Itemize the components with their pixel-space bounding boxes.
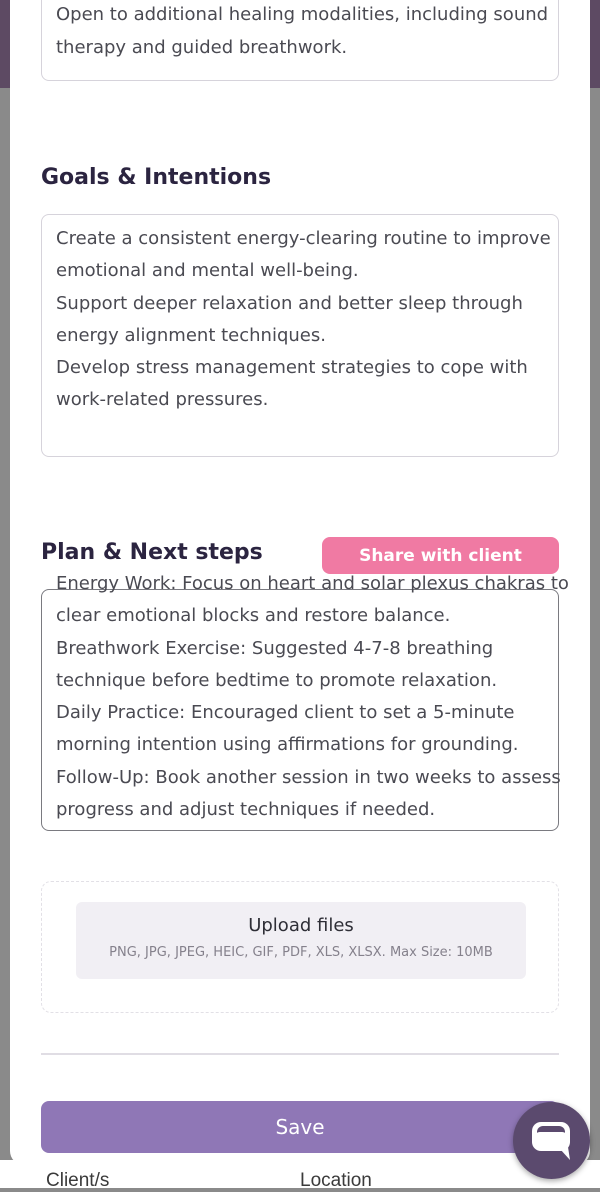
plan-section-title: Plan & Next steps: [41, 540, 263, 565]
goals-textarea[interactable]: [41, 214, 559, 457]
plan-textarea[interactable]: [41, 573, 569, 831]
goals-line: work-related pressures.: [56, 389, 269, 411]
plan-line: Follow-Up: Book another session in two weeks to assess: [56, 766, 561, 788]
notes-line: Open to additional healing modalities, including sound: [56, 4, 549, 26]
plan-line: technique before bedtime to promote relaxation.: [56, 669, 498, 691]
file-dropzone[interactable]: [41, 881, 559, 1013]
plan-line: Energy Work: Focus on heart and solar plexus chakras to: [56, 573, 569, 594]
divider: [41, 1053, 559, 1055]
goals-line: Create a consistent energy-clearing routine to improve: [56, 228, 551, 249]
goals-section-title: Goals & Intentions: [41, 165, 272, 190]
session-notes-modal: [10, 0, 590, 1165]
upload-files-button[interactable]: [76, 902, 526, 979]
location-label: Location: [300, 1170, 372, 1191]
chat-bubble-icon: [530, 1120, 574, 1162]
plan-line: clear emotional blocks and restore balance.: [56, 605, 451, 627]
upload-title: Upload files: [248, 915, 354, 936]
plan-line: Breathwork Exercise: Suggested 4-7-8 breathing: [56, 637, 494, 659]
upload-hint: PNG, JPG, JPEG, HEIC, GIF, PDF, XLS, XLSX. Max Size: 10MB: [109, 945, 493, 960]
goals-line: energy alignment techniques.: [56, 324, 326, 346]
plan-line: Daily Practice: Encouraged client to set a 5-minute: [56, 702, 515, 724]
save-button[interactable]: Save: [41, 1101, 559, 1153]
goals-line: emotional and mental well-being.: [56, 260, 359, 282]
goals-line: Support deeper relaxation and better sleep through: [56, 292, 523, 314]
notes-line: therapy and guided breathwork.: [56, 36, 348, 58]
share-with-client-button[interactable]: Share with client: [322, 537, 559, 574]
chat-button[interactable]: [513, 1102, 590, 1179]
plan-line: progress and adjust techniques if needed.: [56, 799, 436, 821]
clients-label: Client/s: [46, 1170, 110, 1191]
plan-line: morning intention using affirmations for grounding.: [56, 734, 519, 756]
goals-line: Develop stress management strategies to cope with: [56, 357, 528, 379]
notes-textarea[interactable]: [41, 0, 559, 81]
